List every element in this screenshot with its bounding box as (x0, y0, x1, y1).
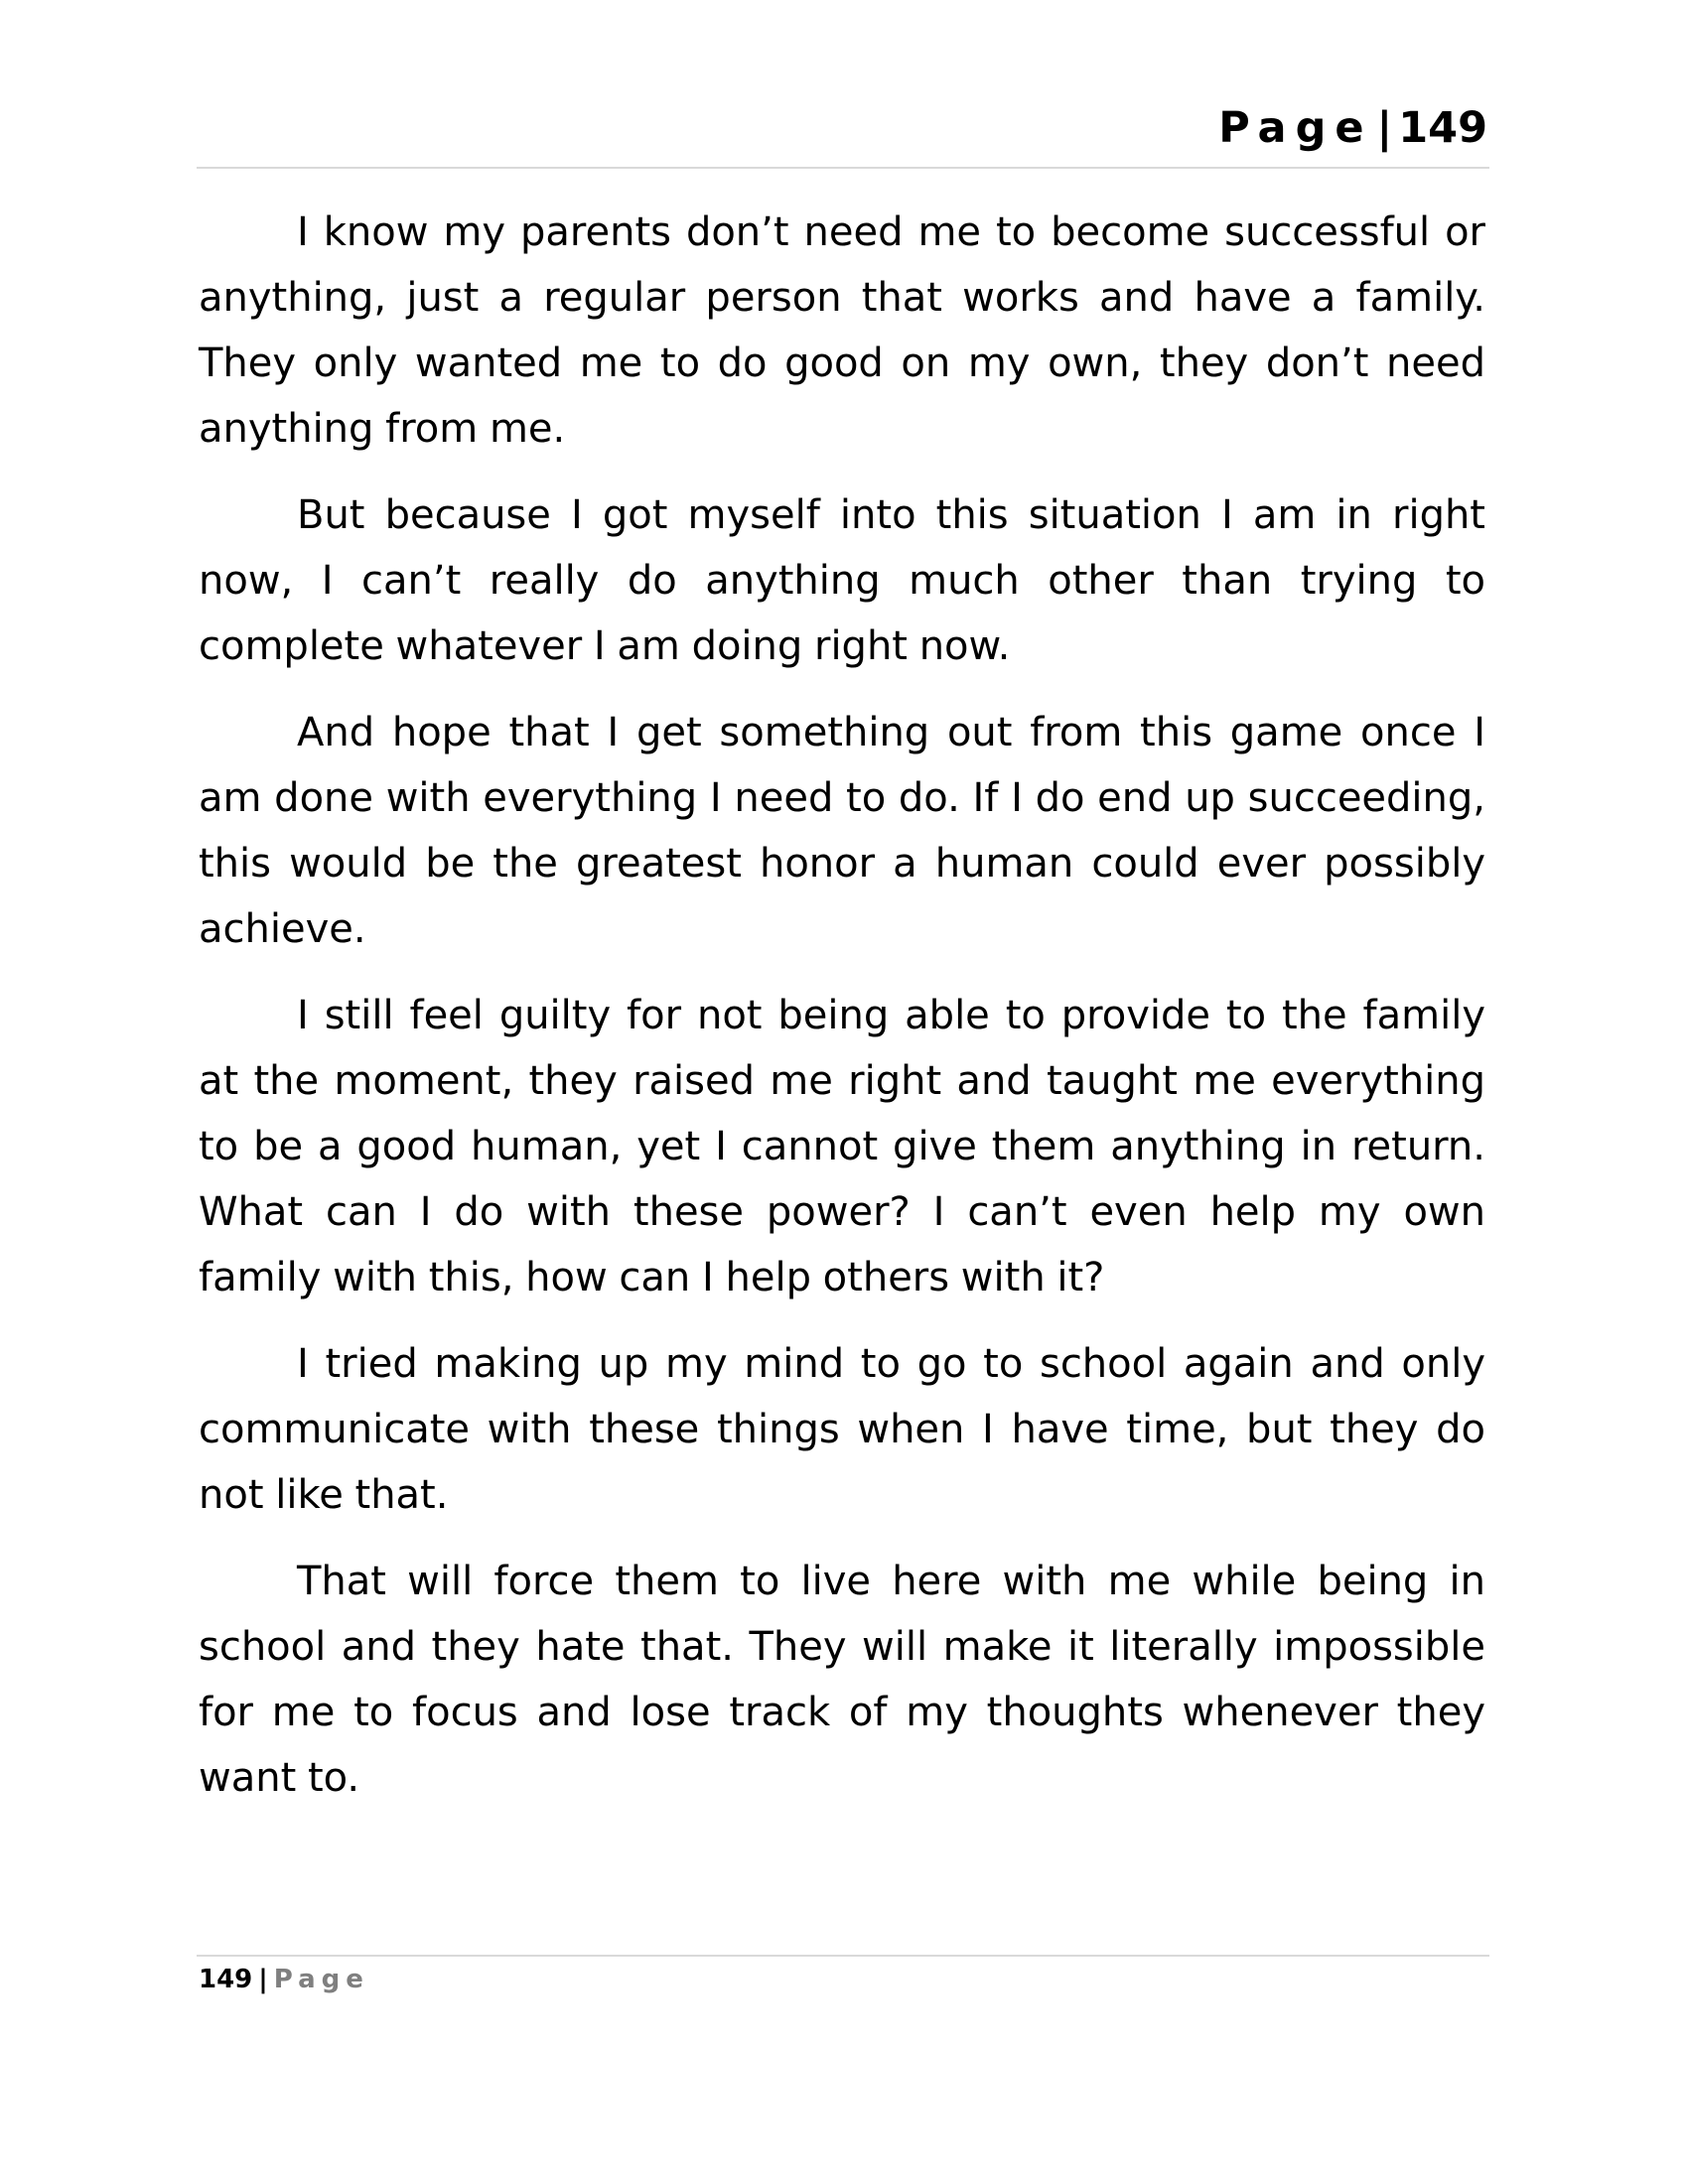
footer-page-number: 149 (199, 1965, 253, 1994)
footer-page-label (199, 1962, 369, 1997)
header-page-word: Page (1218, 103, 1373, 153)
footer-page-word: Page (273, 1965, 369, 1994)
paragraph: I tried making up my mind to go to school again and only communicate with these things when I have time, but they do not like that. (199, 1341, 1485, 1518)
header-page-label (1218, 101, 1487, 155)
paragraph: But because I got myself into this situation I am in right now, I can’t really do anything much other than trying to complete whatever I am doing right now. (199, 492, 1485, 669)
footer-separator: | (258, 1965, 268, 1994)
paragraph: And hope that I get something out from this game once I am done with everything I need to do. If I do end up succeeding, this would be the greatest honor a human could ever possibly achieve. (199, 710, 1485, 952)
paragraph: That will force them to live here with me while being in school and they hate that. They will make it literally impossible for me to focus and lose track of my thoughts whenever they want to. (199, 1559, 1485, 1801)
header-separator: | (1376, 103, 1393, 153)
header-page-number: 149 (1398, 103, 1487, 153)
page-footer (197, 1955, 1489, 1994)
body-text (199, 200, 1485, 1832)
paragraph: I know my parents don’t need me to become successful or anything, just a regular person that works and have a family. They only wanted me to do good on my own, they don’t need anything from me. (199, 209, 1485, 452)
page-header (197, 99, 1489, 169)
paragraph: I still feel guilty for not being able to provide to the family at the moment, they raised me right and taught me everything to be a good human, yet I cannot give them anything in return. What can I do with these power? I can’t even help my own family with this, how can I help others with it? (199, 993, 1485, 1300)
